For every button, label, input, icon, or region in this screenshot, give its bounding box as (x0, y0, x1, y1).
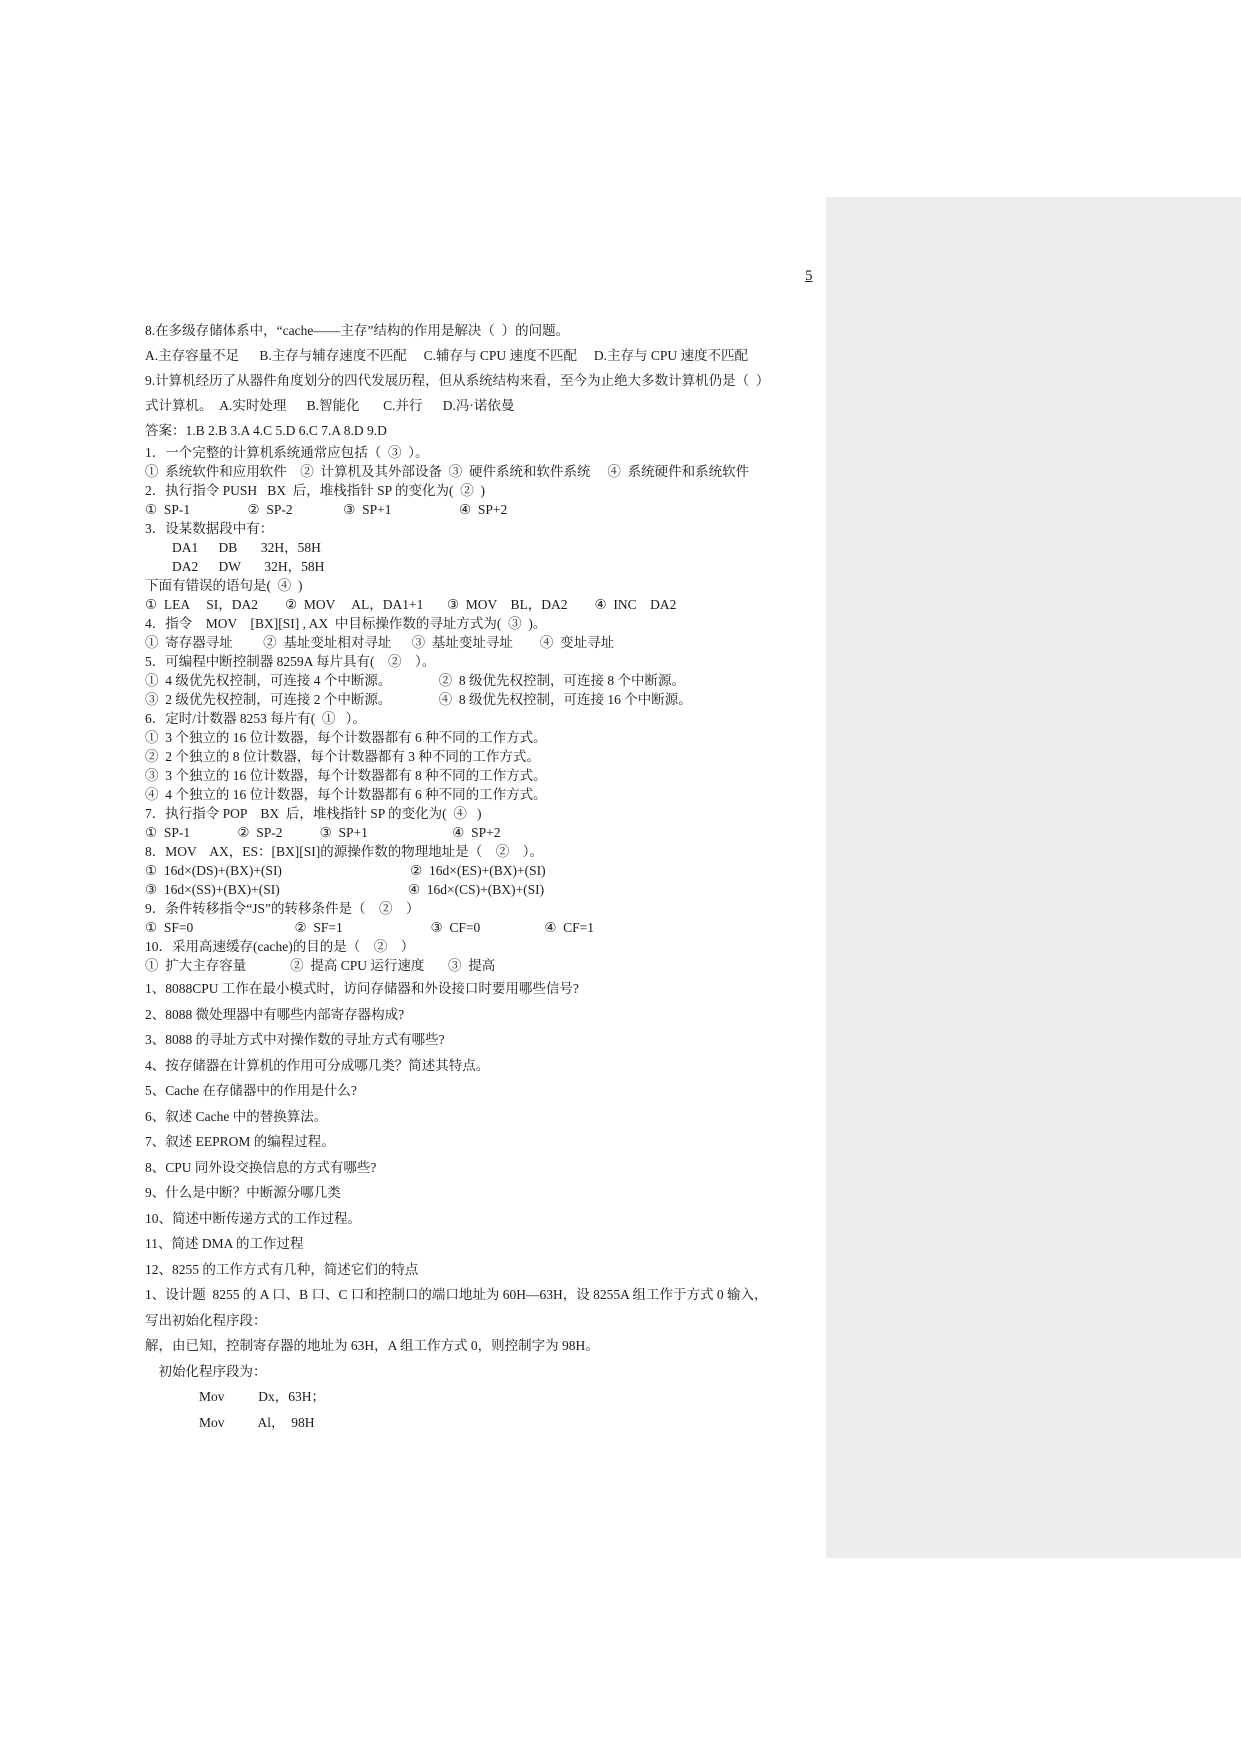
option-line: ③ 3 个独立的 16 位计数器，每个计数器都有 8 种不同的工作方式。 (145, 768, 547, 783)
short-question: 7、叙述 EEPROM 的编程过程。 (145, 1134, 335, 1149)
question-line: 6．定时/计数器 8253 每片有( ① ）。 (145, 711, 366, 726)
short-question: 12、8255 的工作方式有几种，简述它们的特点 (145, 1261, 419, 1277)
code-line: Mov Dx，63H； (145, 1389, 326, 1404)
option-line: ① 系统软件和应用软件 ② 计算机及其外部设备 ③ 硬件系统和软件系统 ④ 系统硬件和系统软件 (145, 464, 750, 479)
question-line: 2．执行指令 PUSH BX 后，堆栈指针 SP 的变化为( ② ) (145, 483, 486, 498)
code-line: DA2 DW 32H，58H (145, 559, 325, 574)
option-line: ① 扩大主存容量 ② 提高 CPU 运行速度 ③ 提高 (145, 958, 496, 973)
short-question: 6、叙述 Cache 中的替换算法。 (145, 1108, 328, 1124)
question-block-c (145, 979, 815, 1438)
question-line: 5．可编程中断控制器 8259A 每片具有( ② ）。 (145, 654, 436, 669)
code-line: Mov Al， 98H (145, 1414, 315, 1430)
question-line: 7．执行指令 POP BX 后，堆栈指针 SP 的变化为( ④ ) (145, 806, 482, 821)
short-question: 8、CPU 同外设交换信息的方式有哪些? (145, 1159, 377, 1175)
short-question: 9、什么是中断？中断源分哪几类 (145, 1185, 341, 1200)
design-question: 1、设计题 8255 的 A 口、B 口、C 口和控制口的端口地址为 60H—63H，设 8255A 组工作于方式 0 输入， (145, 1287, 768, 1302)
question-line: 3．设某数据段中有： (145, 521, 274, 536)
option-line: ① SP-1 ② SP-2 ③ SP+1 ④ SP+2 (145, 502, 508, 517)
option-line: ① 3 个独立的 16 位计数器，每个计数器都有 6 种不同的工作方式。 (145, 730, 547, 745)
option-line: ① LEA SI，DA2 ② MOV AL，DA1+1 ③ MOV BL，DA2 ④ INC DA2 (145, 597, 677, 612)
question-line: 9．条件转移指令“JS”的转移条件是（ ② ） (145, 901, 420, 916)
text-line: 8.在多级存储体系中，“cache——主存”结构的作用是解决（ ）的问题。 (145, 323, 570, 338)
question-line: 8．MOV AX，ES：[BX][SI]的源操作数的物理地址是（ ② ）。 (145, 844, 544, 859)
option-line: ① 4 级优先权控制，可连接 4 个中断源。 ② 8 级优先权控制，可连接 8 个中断源。 (145, 673, 685, 688)
option-line: ④ 4 个独立的 16 位计数器，每个计数器都有 6 种不同的工作方式。 (145, 787, 547, 802)
question-line: 下面有错误的语句是( ④ ) (145, 578, 303, 593)
question-line: 4．指令 MOV [BX][SI] , AX 中目标操作数的寻址方式为( ③ )。 (145, 616, 547, 631)
option-line: ① 16d×(DS)+(BX)+(SI) ② 16d×(ES)+(BX)+(SI) (145, 863, 546, 878)
option-line: ② 2 个独立的 8 位计数器，每个计数器都有 3 种不同的工作方式。 (145, 749, 540, 764)
code-line: DA1 DB 32H，58H (145, 540, 321, 555)
option-line: ① 寄存器寻址 ② 基址变址相对寻址 ③ 基址变址寻址 ④ 变址寻址 (145, 635, 615, 650)
answer-line: 答案：1.B 2.B 3.A 4.C 5.D 6.C 7.A 8.D 9.D (145, 423, 387, 438)
question-block-b (145, 443, 815, 975)
short-question: 5、Cache 在存储器中的作用是什么? (145, 1083, 357, 1098)
text-line: 9.计算机经历了从器件角度划分的四代发展历程，但从系统结构来看，至今为止绝大多数计算机仍是（ ） (145, 373, 770, 388)
short-question: 2、8088 微处理器中有哪些内部寄存器构成? (145, 1006, 405, 1022)
short-question: 10、简述中断传递方式的工作过程。 (145, 1210, 361, 1226)
solution-line: 解，由已知，控制寄存器的地址为 63H，A 组工作方式 0，则控制字为 98H。 (145, 1338, 599, 1353)
question-line: 10．采用高速缓存(cache)的目的是（ ② ） (145, 939, 415, 954)
option-line: ① SF=0 ② SF=1 ③ CF=0 ④ CF=1 (145, 920, 595, 935)
page-number: 5 (805, 268, 813, 284)
design-question: 写出初始化程序段： (145, 1312, 267, 1328)
document-body (145, 318, 815, 1438)
text-line: A.主存容量不足 B.主存与辅存速度不匹配 C.辅存与 CPU 速度不匹配 D.主存与 CPU 速度不匹配 (145, 348, 749, 363)
option-line: ③ 16d×(SS)+(BX)+(SI) ④ 16d×(CS)+(BX)+(SI) (145, 882, 545, 897)
question-block-a (145, 318, 815, 443)
solution-line: 初始化程序段为： (145, 1363, 267, 1379)
question-line: 1．一个完整的计算机系统通常应包括（ ③ ）。 (145, 445, 429, 460)
text-line: 式计算机。 A.实时处理 B.智能化 C.并行 D.冯·诺依曼 (145, 398, 515, 413)
short-question: 1、8088CPU 工作在最小模式时，访问存储器和外设接口时要用哪些信号? (145, 981, 579, 996)
short-question: 3、8088 的寻址方式中对操作数的寻址方式有哪些? (145, 1032, 445, 1047)
comment-margin-pane (826, 197, 1241, 1558)
short-question: 4、按存储器在计算机的作用可分成哪几类？简述其特点。 (145, 1057, 490, 1073)
option-line: ③ 2 级优先权控制，可连接 2 个中断源。 ④ 8 级优先权控制，可连接 16 个中断源。 (145, 692, 692, 707)
option-line: ① SP-1 ② SP-2 ③ SP+1 ④ SP+2 (145, 825, 501, 840)
short-question: 11、简述 DMA 的工作过程 (145, 1236, 304, 1251)
